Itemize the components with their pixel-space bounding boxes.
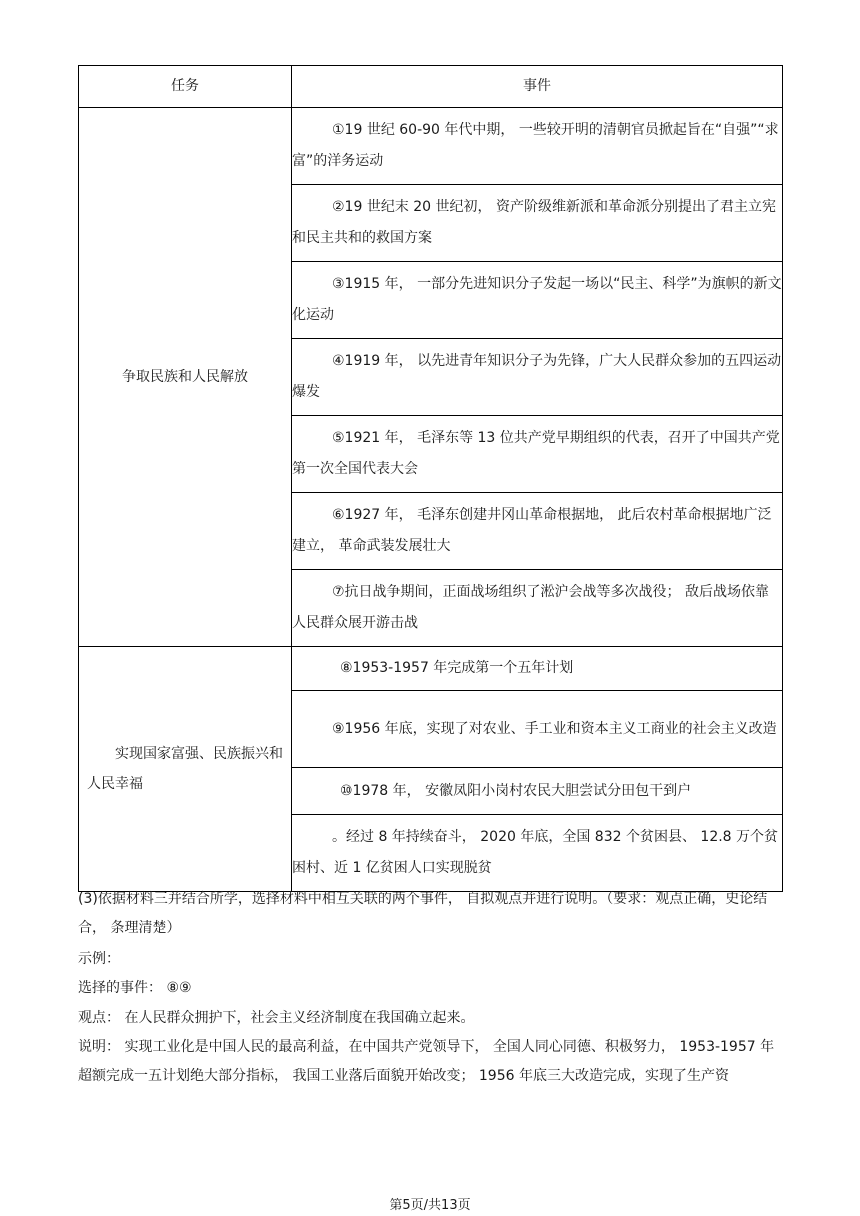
task-cell: 争取民族和人民解放 [79,108,292,647]
viewpoint-text: 观点： 在人民群众拥护下，社会主义经济制度在我国确立起来。 [78,1010,475,1026]
event-cell: ①19 世纪 60-90 年代中期， 一些较开明的清朝官员掀起旨在“自强”“求富”的洋务运动 [292,108,783,185]
event-cell: ②19 世纪末 20 世纪初， 资产阶级维新派和革命派分别提出了君主立宪和民主共和的救国方案 [292,185,783,262]
event-cell: ⑧1953-1957 年完成第一个五年计划 [292,647,783,691]
event-cell: ⑨1956 年底，实现了对农业、手工业和资本主义工商业的社会主义改造 [292,691,783,768]
events-table [78,65,783,892]
table-row [79,108,783,185]
event-cell: ③1915 年， 一部分先进知识分子发起一场以“民主、科学”为旗帜的新文化运动 [292,262,783,339]
event-cell: ④1919 年， 以先进青年知识分子为先锋，广大人民群众参加的五四运动爆发 [292,339,783,416]
event-cell: ⑦抗日战争期间，正面战场组织了淞沪会战等多次战役； 敌后战场依靠人民群众展开游击战 [292,570,783,647]
event-cell: ⑤1921 年， 毛泽东等 13 位共产党早期组织的代表，召开了中国共产党第一次全国代表大会 [292,416,783,493]
explanation-text: 说明： 实现工业化是中国人民的最高利益，在中国共产党领导下， 全国人同心同德、积极努力， 1953-1957 年超额完成一五计划绝大部分指标， 我国工业落后面貌开始改变； 1956 年底三大改造完成，实现了生产资 [78,1039,775,1084]
task-cell: 实现国家富强、民族振兴和人民幸福 [79,647,292,892]
question-text: (3)依据材料三并结合所学，选择材料中相互关联的两个事件， 自拟观点并进行说明。（要求：观点正确，史论结合， 条理清楚） [78,891,768,936]
event-cell: 。经过 8 年持续奋斗， 2020 年底，全国 832 个贫困县、 12.8 万个贫困村、近 1 亿贫困人口实现脱贫 [292,815,783,892]
event-cell: ⑩1978 年， 安徽凤阳小岗村农民大胆尝试分田包干到户 [292,768,783,815]
header-task: 任务 [79,66,292,108]
example-label: 示例： [78,951,120,967]
header-event: 事件 [292,66,783,108]
table-row [79,647,783,691]
page-footer: 第5页/共13页 [389,1198,471,1213]
selected-events: 选择的事件： ⑧⑨ [78,980,192,996]
table-header-row [79,66,783,108]
event-cell: ⑥1927 年， 毛泽东创建井冈山革命根据地， 此后农村革命根据地广泛建立， 革命武装发展壮大 [292,493,783,570]
